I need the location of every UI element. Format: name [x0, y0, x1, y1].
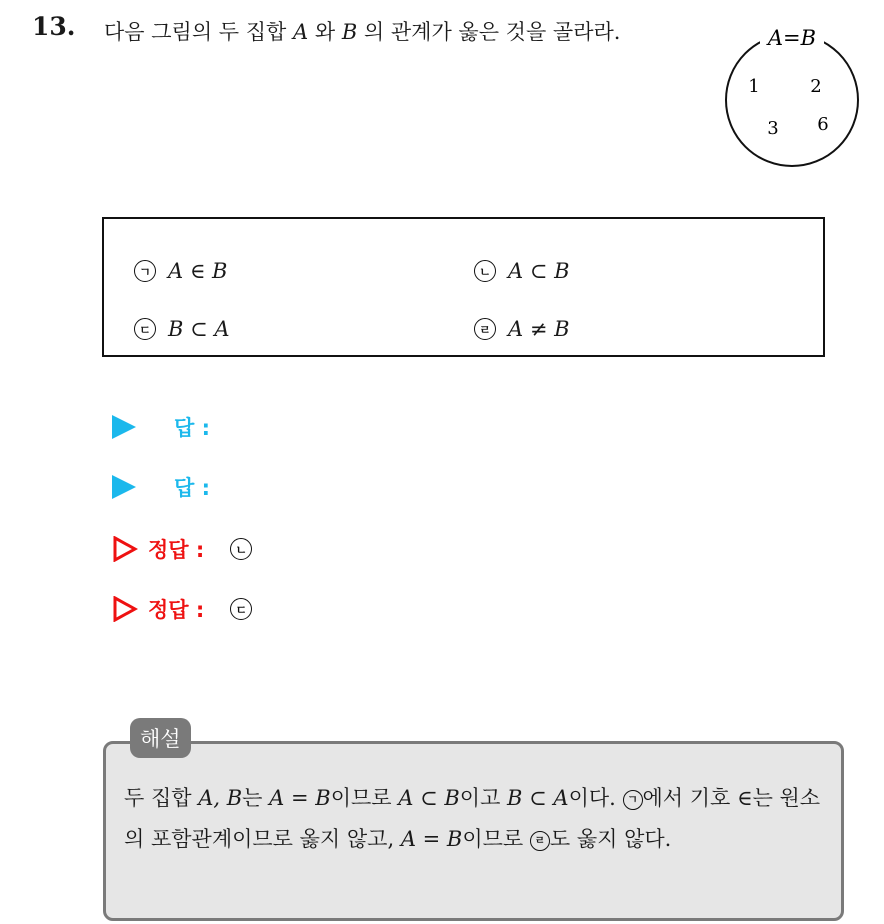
exp-seg: 이다. [568, 786, 623, 810]
choice-marker: ㄴ [474, 260, 496, 282]
choice-marker-inline: ㄹ [530, 831, 550, 851]
exp-math: ∈ [737, 786, 753, 810]
venn-set-label: A=B [767, 28, 817, 50]
correct-answer-label: 정답 : [148, 598, 205, 622]
exp-math: A = B [269, 786, 331, 810]
exp-math: B ⊂ A [507, 786, 569, 810]
play-icon [112, 415, 136, 439]
correct-answer-label: 정답 : [148, 538, 205, 562]
choice-expr: A ⊂ B [508, 259, 570, 283]
exp-seg: 이므로 [462, 827, 530, 851]
triangle-outline-icon [112, 536, 138, 562]
question-text [104, 14, 694, 51]
exp-seg: 도 옳지 않다. [549, 827, 672, 851]
exp-seg: 에서 기호 [642, 786, 738, 810]
choice-marker: ㄷ [134, 318, 156, 340]
choice-expr: A ≠ B [508, 317, 570, 341]
question-number: 13. [32, 12, 76, 41]
choice-3[interactable] [134, 317, 230, 341]
choice-expr: A ∈ B [168, 259, 228, 283]
choices-box [102, 217, 825, 357]
var-b: B [341, 20, 358, 44]
choice-marker: ㄱ [134, 260, 156, 282]
answer-label: 답 : [174, 476, 210, 500]
answer-label: 답 : [174, 416, 210, 440]
correct-answer-row-1 [112, 534, 252, 564]
exp-seg: 두 집합 [124, 786, 199, 810]
exp-seg: 는 [242, 786, 270, 810]
venn-element: 1 [748, 76, 760, 97]
correct-answer-value: ㄷ [230, 598, 252, 620]
venn-element: 2 [810, 76, 822, 97]
venn-element: 3 [767, 118, 779, 139]
answer-row-1[interactable] [112, 412, 210, 442]
choice-expr: B ⊂ A [168, 317, 230, 341]
exp-math: A = B [400, 827, 463, 851]
question-text-1: 다음 그림의 두 집합 [104, 20, 293, 44]
explanation-text [124, 778, 834, 860]
question-text-2: 와 [308, 20, 342, 44]
exp-math: A, B [198, 786, 243, 810]
choice-4[interactable] [474, 317, 570, 341]
venn-element: 6 [817, 114, 829, 135]
choice-2[interactable] [474, 259, 570, 283]
choice-marker: ㄹ [474, 318, 496, 340]
play-icon [112, 475, 136, 499]
choice-marker-inline: ㄱ [623, 790, 643, 810]
choice-1[interactable] [134, 259, 228, 283]
answer-row-2[interactable] [112, 472, 210, 502]
exp-seg: 이고 [459, 786, 508, 810]
explanation-tag: 해설 [130, 718, 191, 758]
venn-diagram [722, 28, 862, 168]
exp-math: A ⊂ B [398, 786, 460, 810]
question-text-3: 의 관계가 옳은 것을 골라라. [357, 20, 621, 44]
exp-seg: 는 원소의 포함관계이므로 옳지 않고, [124, 786, 821, 851]
correct-answer-value: ㄴ [230, 538, 252, 560]
triangle-outline-icon [112, 596, 138, 622]
correct-answer-row-2 [112, 594, 252, 624]
var-a: A [293, 20, 309, 44]
exp-seg: 이므로 [330, 786, 399, 810]
